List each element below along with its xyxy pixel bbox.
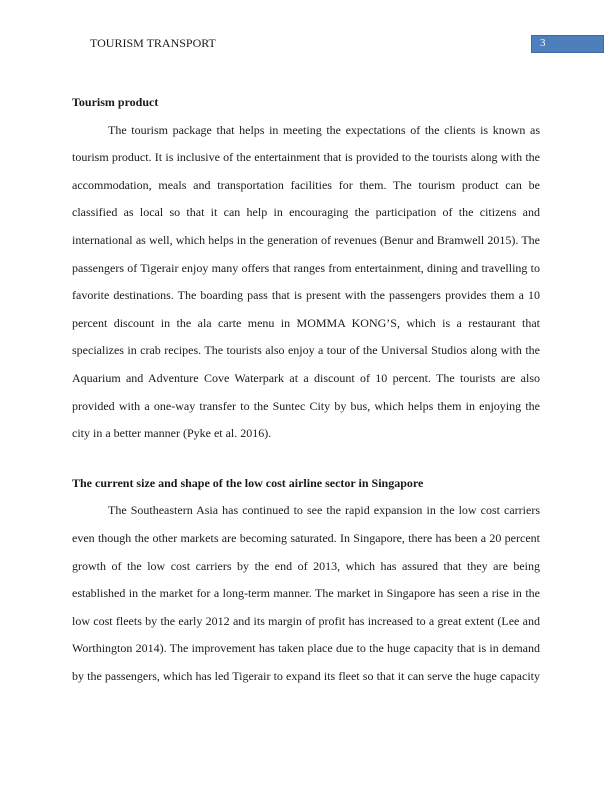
text-line: classified as local so that it can help in encouraging the participation of the citizens and: [72, 205, 540, 220]
text-line: Aquarium and Adventure Cove Waterpark at a discount of 10 percent. The tourists are also: [72, 370, 540, 385]
text-line: international as well, which helps in the generation of revenues (Benur and Bramwell 2015). The: [72, 232, 540, 247]
page-number: 3: [540, 37, 546, 49]
text-line: favorite destinations. The boarding pass that is present with the passengers provides them a 10: [72, 288, 540, 303]
text-line: The Southeastern Asia has continued to see the rapid expansion in the low cost carriers: [108, 503, 540, 518]
text-line: low cost fleets by the early 2012 and its margin of profit has increased to a great extent (Lee and: [72, 613, 540, 628]
section-heading: Tourism product: [72, 95, 159, 109]
section-gap: [72, 448, 540, 470]
paragraph: [72, 117, 540, 448]
text-line: established in the market for a long-term manner. The market in Singapore has seen a rise in the: [72, 586, 540, 601]
text-line: provided with a one-way transfer to the Suntec City by bus, which helps them in enjoying the: [72, 398, 540, 413]
text-line: percent discount in the ala carte menu in MOMMA KONG’S, which is a restaurant that: [72, 315, 540, 330]
paragraph: [72, 497, 540, 690]
text-line: passengers of Tigerair enjoy many offers that ranges from entertainment, dining and travelling to: [72, 260, 540, 275]
text-line: tourism product. It is inclusive of the entertainment that is provided to the tourists along with the: [72, 150, 540, 165]
text-line: specializes in crab recipes. The tourists also enjoy a tour of the Universal Studios along with the: [72, 343, 540, 358]
running-head: TOURISM TRANSPORT: [90, 36, 216, 50]
document-body: [72, 89, 540, 690]
text-line: city in a better manner (Pyke et al. 2016).: [72, 426, 272, 441]
page-number-box: [531, 35, 604, 53]
text-line: The tourism package that helps in meeting the expectations of the clients is known as: [108, 122, 540, 137]
text-line: accommodation, meals and transportation facilities for them. The tourism product can be: [72, 177, 540, 192]
text-line: even though the other markets are becoming saturated. In Singapore, there has been a 20 percent: [72, 530, 540, 545]
text-line: by the passengers, which has led Tigerair to expand its fleet so that it can serve the huge capacity: [72, 668, 540, 683]
text-line: Worthington 2014). The improvement has taken place due to the huge capacity that is in demand: [72, 641, 540, 656]
text-line: growth of the low cost carriers by the end of 2013, which has assured that they are being: [72, 558, 540, 573]
section-heading: The current size and shape of the low cost airline sector in Singapore: [72, 475, 424, 490]
